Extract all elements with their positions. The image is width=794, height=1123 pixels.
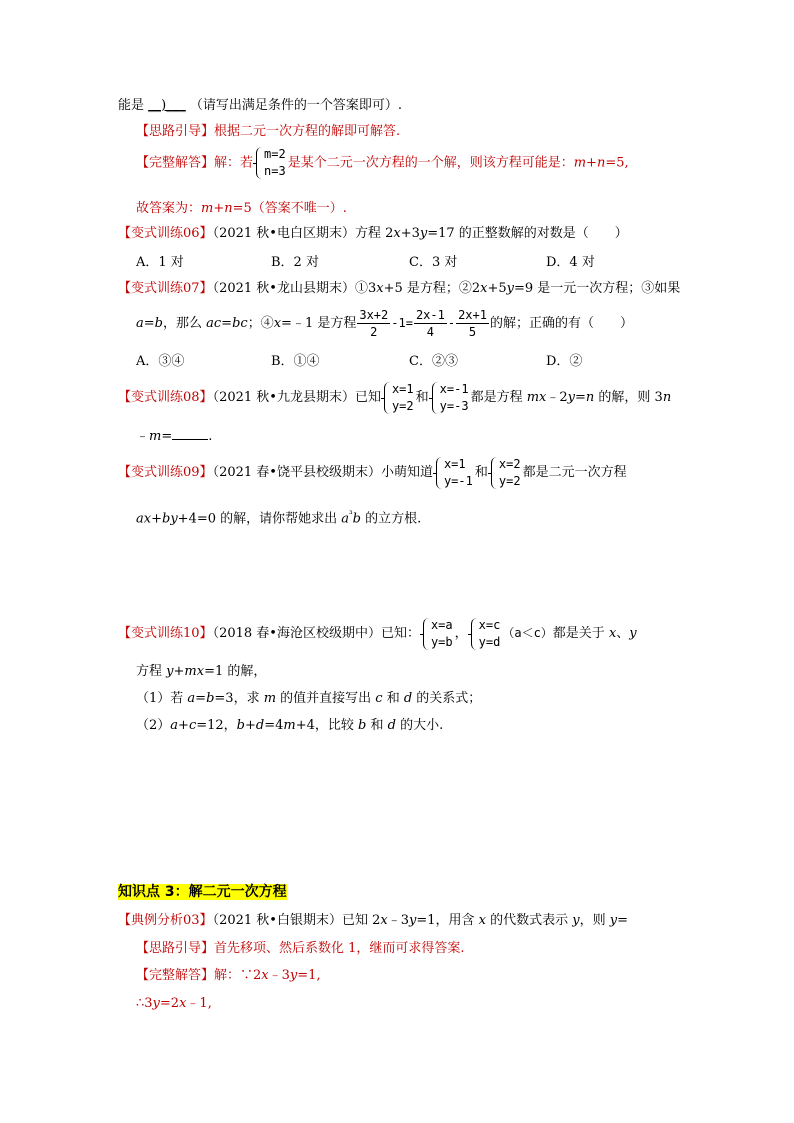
- question-10: 【变式训练10】（2018 春•海沧区校级期中）已知： x=a y=b ， x=c y=d （a＜c）都是关于 x、y: [118, 617, 637, 649]
- question-06-option-c: C．3 对: [409, 255, 458, 270]
- question-07-option-a: A．③④: [136, 354, 185, 369]
- equation-system: x=1 y=2: [383, 381, 414, 415]
- question-09-line2: ax+by+4=0 的解，请你帮她求出 $a^{^3}b$ 的立方根.: [136, 510, 422, 527]
- question-10-line2: 方程 y+mx=1 的解，: [136, 664, 267, 679]
- question-07-option-b: B．①④: [271, 354, 320, 369]
- section-title: 知识点 3：解二元一次方程: [118, 884, 287, 900]
- question-09: 【变式训练09】（2021 春•饶平县校级期末）小萌知道 x=1 y=-1 和 x=2 y=2 都是二元一次方程: [118, 456, 627, 488]
- solution-line: 【完整解答】解：若 m=2 n=3 是某个二元一次方程的一个解，则该方程可能是：m+n=5,: [136, 147, 629, 178]
- fraction: $\frac{3x+2}{2}$: [359, 308, 389, 339]
- question-10-part1: （1）若 a=b=3，求 m 的值并直接写出 c 和 d 的关系式；: [136, 691, 482, 706]
- equation-system: m=2 n=3: [255, 146, 286, 180]
- equation-system: x=1 y=-1: [435, 456, 473, 490]
- equation-system: x=2 y=2: [490, 456, 521, 490]
- example-03-solution: 【完整解答】解：∵2x﹣3y=1,: [136, 968, 321, 983]
- question-08-line2: ﹣m= .: [136, 429, 213, 444]
- question-07: 【变式训练07】（2021 秋•龙山县期末）①3x+5 是方程；②2x+5y=9 是一元一次方程；③如果: [118, 281, 681, 296]
- answer-line: 故答案为：m+n=5（答案不唯一）.: [136, 201, 347, 216]
- answer-line-prev: 能是 __)___ （请写出满足条件的一个答案即可）.: [118, 98, 403, 113]
- question-10-part2: （2）a+c=12，b+d=4m+4，比较 b 和 d 的大小.: [136, 718, 444, 733]
- fraction: $\frac{2x-1}{4}$: [415, 308, 445, 339]
- equation-system: x=a y=b: [422, 617, 453, 651]
- answer-blank: __)___: [148, 98, 186, 113]
- answer-blank[interactable]: [172, 439, 208, 440]
- question-07-line2: a=b，那么 ac=bc；④x=﹣1 是方程 $\frac{3x+2}{2}$ -1= $\frac{2x-1}{4}$ - $\frac{2x+1}{5}$ 的解；正确的有（ ）: [136, 308, 633, 339]
- question-07-option-c: C．②③: [409, 354, 458, 369]
- question-06-option-d: D．4 对: [546, 255, 595, 270]
- hint-line: 【思路引导】根据二元一次方程的解即可解答.: [136, 124, 401, 139]
- example-03: 【典例分析03】（2021 秋•白银期末）已知 2x﹣3y=1，用含 x 的代数式表示 y，则 y=: [118, 913, 629, 928]
- example-03-step: ∴3y=2x﹣1,: [136, 996, 212, 1011]
- example-03-hint: 【思路引导】首先移项、然后系数化 1，继而可求得答案.: [136, 941, 465, 956]
- equation-system: x=-1 y=-3: [431, 381, 469, 415]
- equation-system: x=c y=d: [470, 617, 501, 651]
- question-06-option-b: B．2 对: [271, 255, 319, 270]
- question-07-option-d: D．②: [546, 354, 583, 369]
- question-06-option-a: A．1 对: [136, 255, 184, 270]
- question-08: 【变式训练08】（2021 秋•九龙县期末）已知 x=1 y=2 和 x=-1 y=-3 都是方程 mx﹣2y=n 的解，则 3n: [118, 381, 672, 413]
- question-06: 【变式训练06】（2021 秋•电白区期末）方程 2x+3y=17 的正整数解的对数是（ ）: [118, 226, 628, 241]
- fraction: $\frac{2x+1}{5}$: [458, 308, 487, 339]
